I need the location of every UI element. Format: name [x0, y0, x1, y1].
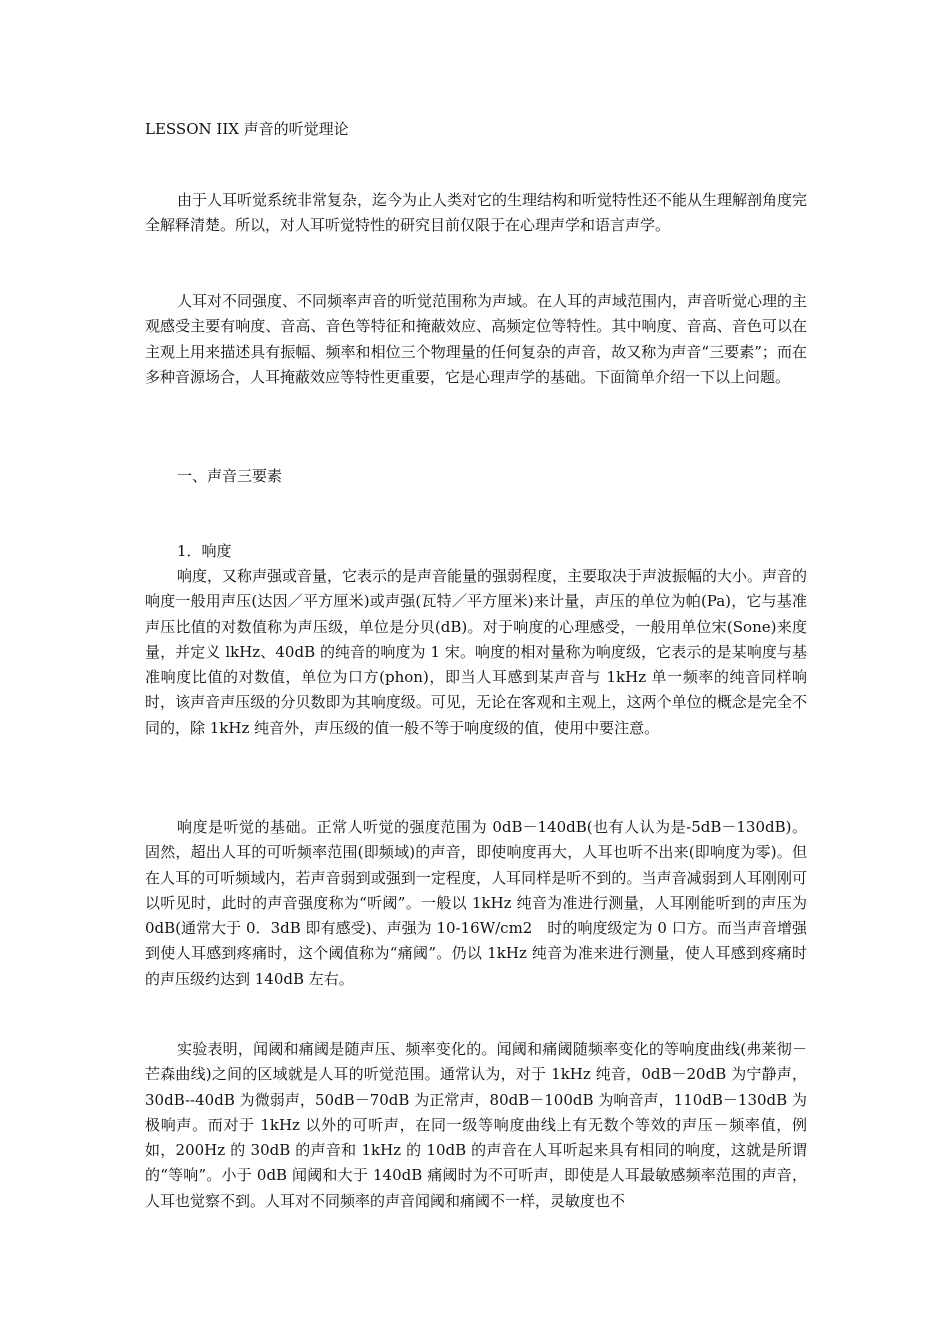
- hearing-threshold-paragraph: 响度是听觉的基础。正常人听觉的强度范围为 0dB－140dB(也有人认为是-5dB－130dB)。固然，超出人耳的可听频率范围(即频域)的声音，即使响度再大，人耳也听不出来(即响度为零)。但在人耳的可听频域内，若声音弱到或强到一定程度，人耳同样是听不到的。当声音减弱到人耳刚刚可以听见时，此时的声音强度称为“听阈”。一般以 1kHz 纯音为准进行测量，人耳刚能听到的声压为 0dB(通常大于 0．3dB 即有感受)、声强为 10-16W/cm2 时的响度级定为 0 口方。而当声音增强到使人耳感到疼痛时，这个阈值称为“痛阈”。仍以 1kHz 纯音为准来进行测量，使人耳感到疼痛时的声压级约达到 140dB 左右。: [145, 818, 807, 988]
- document-title: LESSON IIX 声音的听觉理论: [145, 120, 349, 138]
- subsection-heading: 1．响度: [177, 542, 232, 560]
- equal-loudness-paragraph: 实验表明，闻阈和痛阈是随声压、频率变化的。闻阈和痛阈随频率变化的等响度曲线(弗莱彻－芒森曲线)之间的区域就是人耳的听觉范围。通常认为，对于 1kHz 纯音，0dB－20dB 为宁静声，30dB--40dB 为微弱声，50dB－70dB 为正常声，80dB－100dB 为响音声，110dB－130dB 为极响声。而对于 1kHz 以外的可听声，在同一级等响度曲线上有无数个等效的声压－频率值，例如，200Hz 的 30dB 的声音和 1kHz 的 10dB 的声音在人耳听起来具有相同的响度，这就是所谓的“等响”。小于 0dB 闻阈和大于 140dB 痛阈时为不可听声，即使是人耳最敏感频率范围的声音，人耳也觉察不到。人耳对不同频率的声音闻阈和痛阈不一样，灵敏度也不: [145, 1040, 807, 1210]
- loudness-definition-paragraph: 响度，又称声强或音量，它表示的是声音能量的强弱程度，主要取决于声波振幅的大小。声音的响度一般用声压(达因／平方厘米)或声强(瓦特／平方厘米)来计量，声压的单位为帕(Pa)，它与基准声压比值的对数值称为声压级，单位是分贝(dB)。对于响度的心理感受，一般用单位宋(Sone)来度量，并定义 lkHz、40dB 的纯音的响度为 1 宋。响度的相对量称为响度级，它表示的是某响度与基准响度比值的对数值，单位为口方(phon)，即当人耳感到某声音与 1kHz 单一频率的纯音同样响时，该声音声压级的分贝数即为其响度级。可见，无论在客观和主观上，这两个单位的概念是完全不同的，除 1kHz 纯音外，声压级的值一般不等于响度级的值，使用中要注意。: [145, 567, 808, 737]
- overview-paragraph: 人耳对不同强度、不同频率声音的听觉范围称为声域。在人耳的声域范围内，声音听觉心理的主观感受主要有响度、音高、音色等特征和掩蔽效应、高频定位等特性。其中响度、音高、音色可以在主观上用来描述具有振幅、频率和相位三个物理量的任何复杂的声音，故又称为声音“三要素”；而在多种音源场合，人耳掩蔽效应等特性更重要，它是心理声学的基础。下面简单介绍一下以上问题。: [145, 292, 808, 386]
- intro-paragraph: 由于人耳听觉系统非常复杂，迄今为止人类对它的生理结构和听觉特性还不能从生理解剖角度完全解释清楚。所以，对人耳听觉特性的研究目前仅限于在心理声学和语言声学。: [145, 191, 808, 235]
- section-heading: 一、声音三要素: [177, 467, 283, 485]
